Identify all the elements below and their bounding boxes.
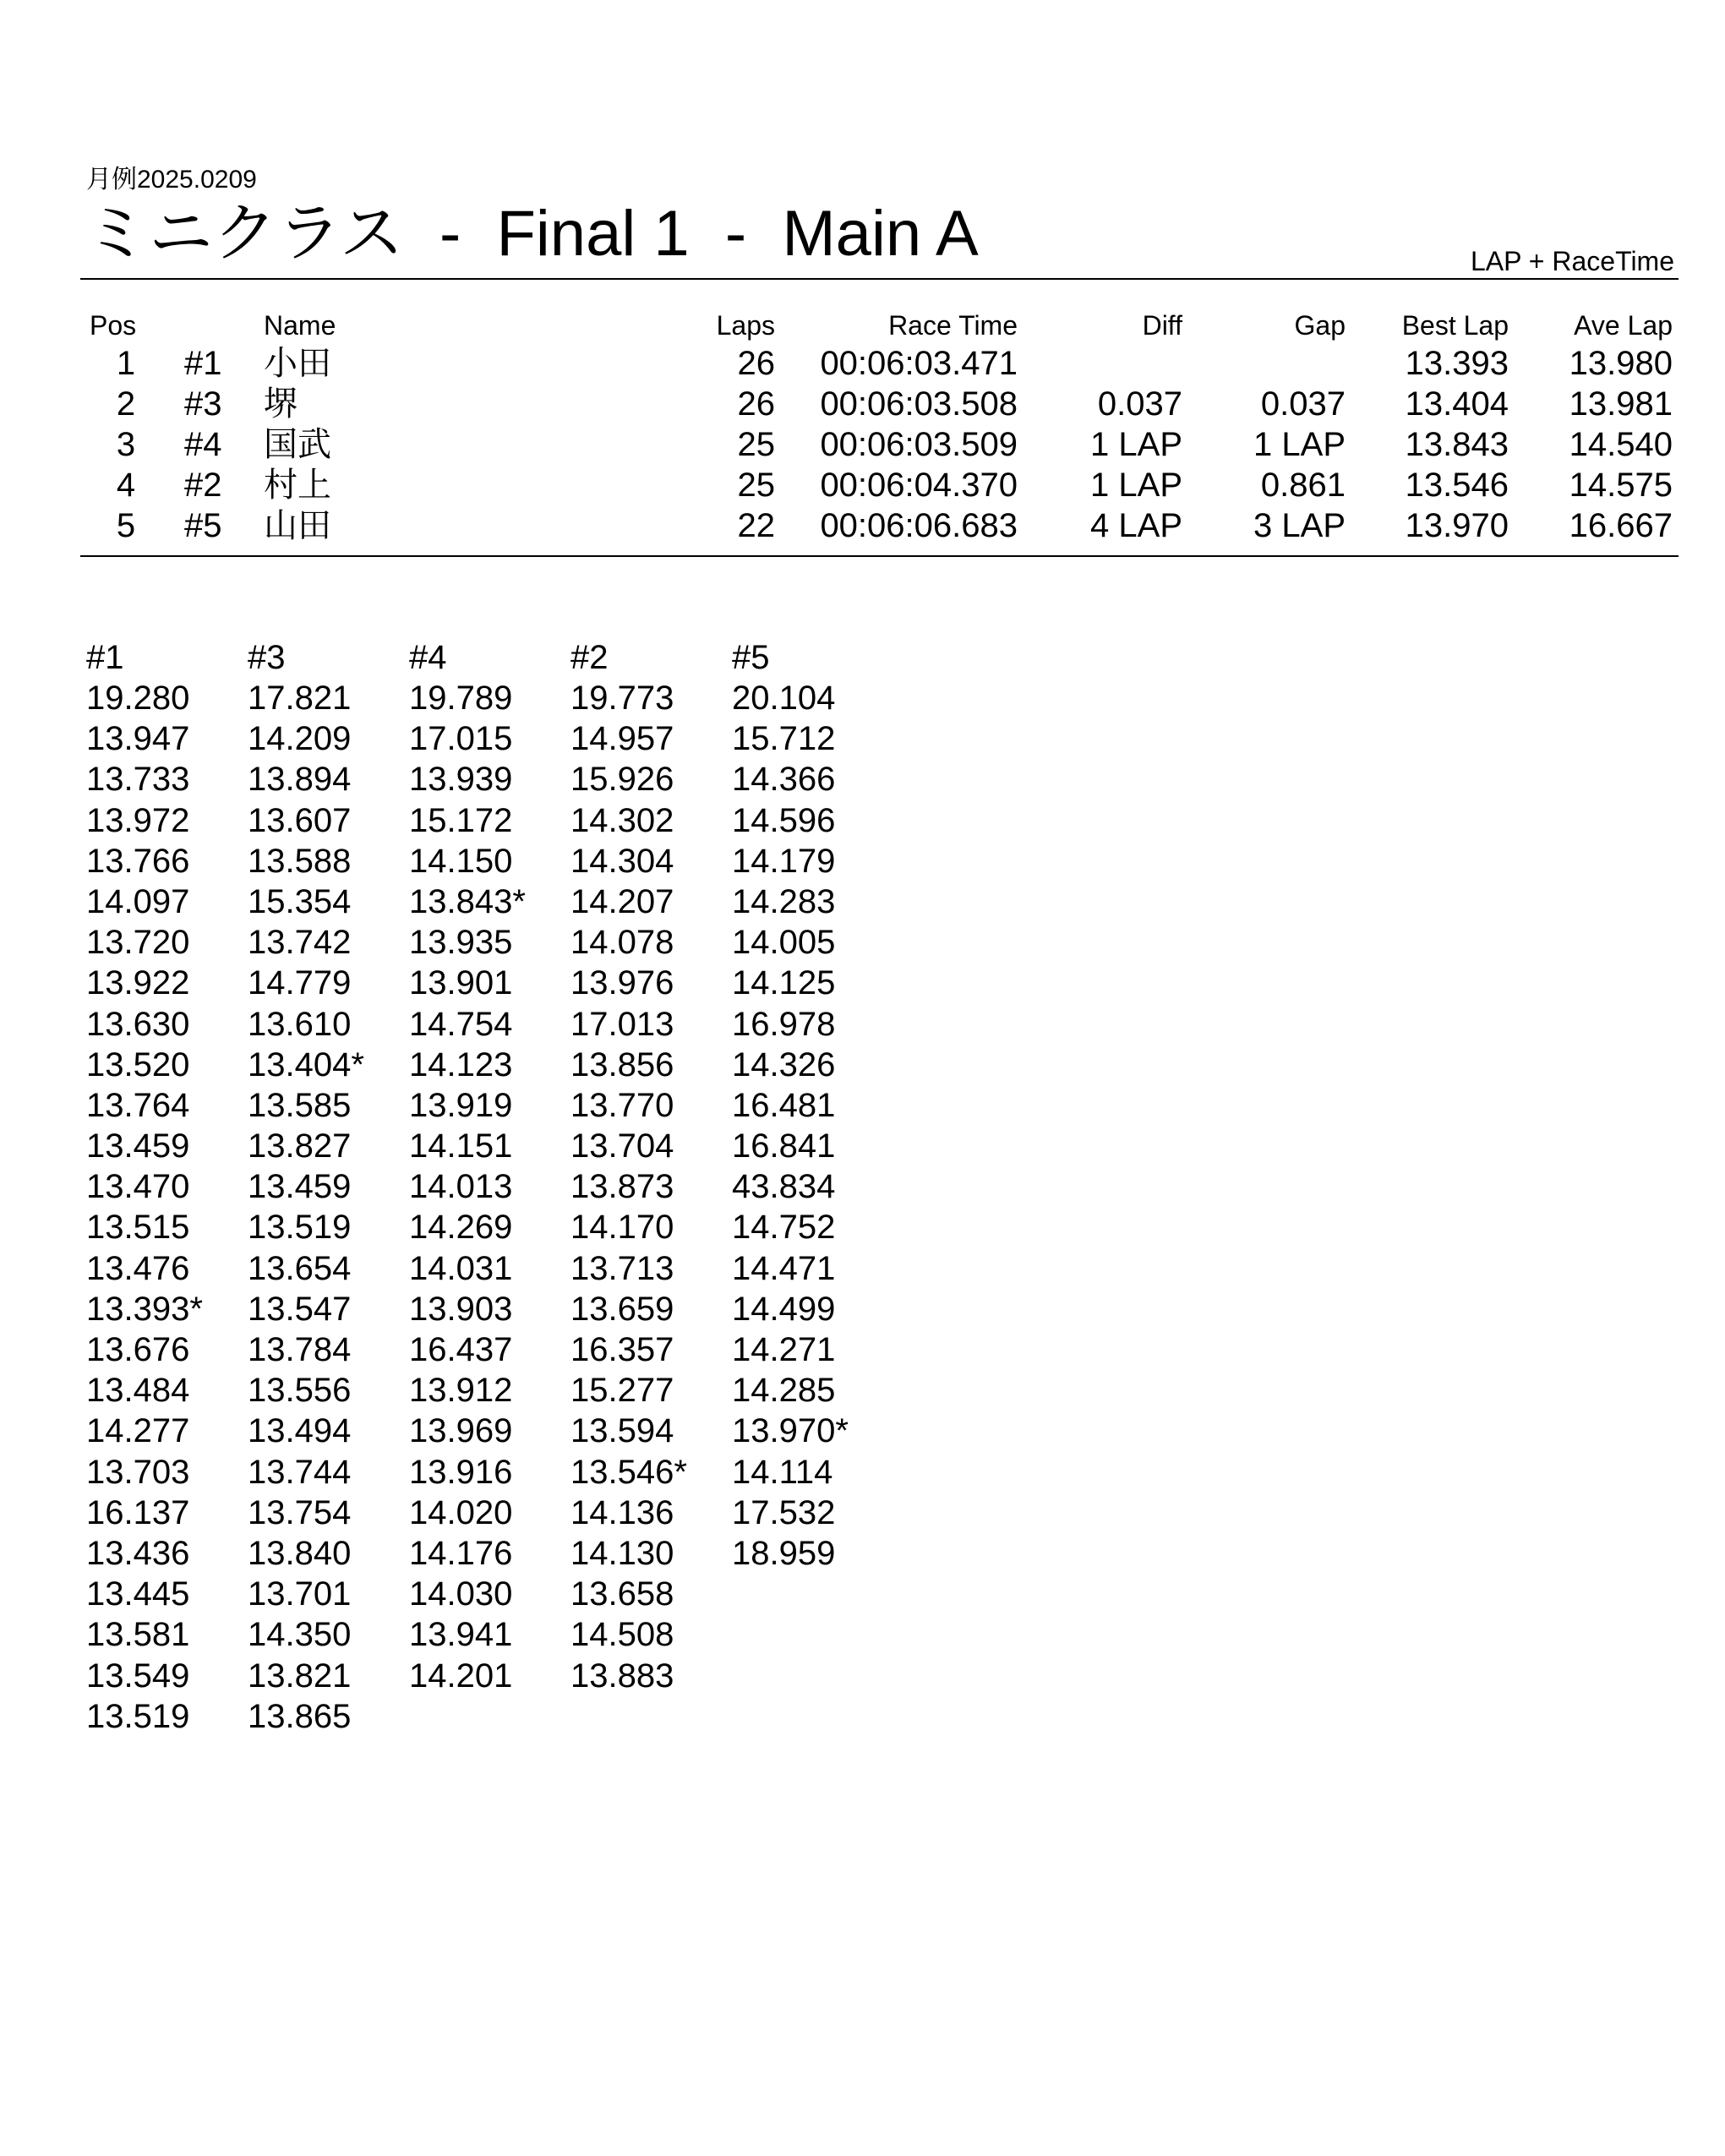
result-diff: 1 LAP <box>1090 467 1182 504</box>
result-gap: 3 LAP <box>1253 507 1346 544</box>
lap-time: 14.779 <box>248 964 352 1002</box>
lap-column-header: #1 <box>86 639 124 676</box>
lap-time: 17.821 <box>248 680 352 717</box>
column-header-race-time: Race Time <box>888 310 1018 341</box>
lap-time: 13.970* <box>732 1412 849 1450</box>
lap-time: 17.013 <box>570 1005 674 1043</box>
result-pos: 1 <box>116 345 136 382</box>
lap-time: 13.821 <box>248 1657 352 1695</box>
lap-time: 14.176 <box>409 1534 513 1572</box>
lap-time: 14.201 <box>409 1657 513 1695</box>
lap-time: 13.404* <box>248 1045 364 1083</box>
lap-time: 13.519 <box>248 1209 352 1247</box>
lap-time: 14.957 <box>570 720 674 758</box>
lap-time: 15.712 <box>732 720 836 758</box>
result-race-time: 00:06:03.508 <box>820 385 1018 423</box>
result-best-lap: 13.404 <box>1405 385 1509 423</box>
lap-time: 15.172 <box>409 801 513 839</box>
lap-time: 13.658 <box>570 1575 674 1613</box>
lap-time: 16.481 <box>732 1086 836 1124</box>
lap-time: 13.546* <box>570 1453 687 1491</box>
lap-time: 13.393* <box>86 1290 203 1328</box>
result-driver-name: 堺 <box>264 385 298 423</box>
lap-time: 13.903 <box>409 1290 513 1328</box>
lap-time: 43.834 <box>732 1168 836 1206</box>
lap-time: 13.969 <box>409 1412 513 1450</box>
result-driver-name: 国武 <box>264 426 331 463</box>
lap-time: 13.659 <box>570 1290 674 1328</box>
lap-time: 14.125 <box>732 964 836 1002</box>
lap-time: 13.873 <box>570 1168 674 1206</box>
result-best-lap: 13.970 <box>1405 507 1509 544</box>
result-laps: 25 <box>737 467 775 504</box>
lap-time: 16.841 <box>732 1127 836 1165</box>
result-driver-name: 小田 <box>264 345 331 382</box>
lap-time: 14.508 <box>570 1616 674 1654</box>
result-gap: 1 LAP <box>1253 426 1346 463</box>
lap-time: 13.459 <box>248 1168 352 1206</box>
result-race-time: 00:06:03.471 <box>820 345 1018 382</box>
lap-time: 13.436 <box>86 1534 190 1572</box>
lap-time: 13.594 <box>570 1412 674 1450</box>
result-best-lap: 13.843 <box>1405 426 1509 463</box>
result-gap: 0.861 <box>1260 467 1346 504</box>
result-ave-lap: 16.667 <box>1569 507 1673 544</box>
lap-time: 13.630 <box>86 1005 190 1043</box>
results-divider <box>80 555 1679 557</box>
lap-time: 18.959 <box>732 1534 836 1572</box>
lap-time: 14.170 <box>570 1209 674 1247</box>
lap-time: 14.130 <box>570 1534 674 1572</box>
column-header-gap: Gap <box>1294 310 1346 341</box>
lap-time: 13.704 <box>570 1127 674 1165</box>
lap-time: 14.078 <box>570 924 674 962</box>
lap-time: 13.459 <box>86 1127 190 1165</box>
header-divider <box>80 278 1679 280</box>
lap-time: 13.764 <box>86 1086 190 1124</box>
lap-time: 13.494 <box>248 1412 352 1450</box>
lap-time: 14.326 <box>732 1045 836 1083</box>
lap-column <box>86 637 255 1737</box>
lap-time: 14.005 <box>732 924 836 962</box>
lap-time: 13.607 <box>248 801 352 839</box>
results-header-row <box>0 308 1725 343</box>
lap-time: 13.713 <box>570 1249 674 1287</box>
lap-time: 13.476 <box>86 1249 190 1287</box>
lap-column <box>248 637 417 1737</box>
result-diff: 0.037 <box>1097 385 1182 423</box>
result-ave-lap: 13.981 <box>1569 385 1673 423</box>
lap-time: 13.766 <box>86 842 190 880</box>
result-ave-lap: 13.980 <box>1569 345 1673 382</box>
lap-time: 13.515 <box>86 1209 190 1247</box>
result-car-number: #4 <box>184 426 222 463</box>
lap-time: 13.922 <box>86 964 190 1002</box>
lap-time: 13.744 <box>248 1453 352 1491</box>
lap-time: 13.883 <box>570 1657 674 1695</box>
lap-time: 14.020 <box>409 1493 513 1531</box>
report-format-label: LAP + RaceTime <box>1471 246 1674 276</box>
lap-time: 13.581 <box>86 1616 190 1654</box>
result-diff: 4 LAP <box>1090 507 1182 544</box>
lap-time: 13.856 <box>570 1045 674 1083</box>
lap-column <box>570 637 740 1696</box>
lap-time: 13.827 <box>248 1127 352 1165</box>
lap-time: 13.520 <box>86 1045 190 1083</box>
lap-time: 13.484 <box>86 1372 190 1410</box>
lap-time: 13.840 <box>248 1534 352 1572</box>
result-laps: 26 <box>737 345 775 382</box>
results-row <box>0 505 1725 546</box>
lap-time: 14.030 <box>409 1575 513 1613</box>
result-ave-lap: 14.540 <box>1569 426 1673 463</box>
lap-time: 14.097 <box>86 882 190 920</box>
lap-time: 16.137 <box>86 1493 190 1531</box>
lap-time: 14.013 <box>409 1168 513 1206</box>
lap-time: 14.123 <box>409 1045 513 1083</box>
lap-column-header: #5 <box>732 639 770 676</box>
lap-time: 13.947 <box>86 720 190 758</box>
lap-time: 14.207 <box>570 882 674 920</box>
lap-time: 14.350 <box>248 1616 352 1654</box>
lap-time: 13.701 <box>248 1575 352 1613</box>
lap-time: 13.865 <box>248 1697 352 1735</box>
result-best-lap: 13.546 <box>1405 467 1509 504</box>
lap-time: 15.277 <box>570 1372 674 1410</box>
lap-time: 13.894 <box>248 761 352 799</box>
lap-time: 14.136 <box>570 1493 674 1531</box>
lap-time: 13.470 <box>86 1168 190 1206</box>
lap-time: 16.437 <box>409 1331 513 1368</box>
lap-time: 16.978 <box>732 1005 836 1043</box>
lap-time: 14.302 <box>570 801 674 839</box>
result-laps: 26 <box>737 385 775 423</box>
lap-column-header: #3 <box>248 639 286 676</box>
lap-time: 13.784 <box>248 1331 352 1368</box>
lap-time: 14.752 <box>732 1209 836 1247</box>
lap-time: 13.585 <box>248 1086 352 1124</box>
lap-time: 17.015 <box>409 720 513 758</box>
result-race-time: 00:06:04.370 <box>820 467 1018 504</box>
lap-time: 14.596 <box>732 801 836 839</box>
lap-time: 13.610 <box>248 1005 352 1043</box>
lap-time: 13.843* <box>409 882 526 920</box>
lap-time: 16.357 <box>570 1331 674 1368</box>
column-header-best-lap: Best Lap <box>1401 310 1509 341</box>
lap-time: 14.114 <box>732 1453 833 1491</box>
lap-time: 13.519 <box>86 1697 190 1735</box>
lap-time: 13.916 <box>409 1453 513 1491</box>
lap-time: 14.151 <box>409 1127 513 1165</box>
lap-time: 13.901 <box>409 964 513 1002</box>
lap-time: 13.939 <box>409 761 513 799</box>
lap-time: 13.588 <box>248 842 352 880</box>
results-row <box>0 343 1725 384</box>
lap-time: 13.549 <box>86 1657 190 1695</box>
lap-time: 13.935 <box>409 924 513 962</box>
result-diff: 1 LAP <box>1090 426 1182 463</box>
lap-time: 14.277 <box>86 1412 190 1450</box>
lap-column <box>409 637 578 1696</box>
lap-time: 17.532 <box>732 1493 836 1531</box>
lap-time: 14.283 <box>732 882 836 920</box>
race-title: ミニクラス - Final 1 - Main A <box>85 198 979 270</box>
lap-time: 13.742 <box>248 924 352 962</box>
lap-time: 19.773 <box>570 680 674 717</box>
lap-time: 13.556 <box>248 1372 352 1410</box>
result-pos: 5 <box>116 507 136 544</box>
column-header-name: Name <box>264 310 336 341</box>
lap-time: 14.471 <box>732 1249 836 1287</box>
lap-time: 13.733 <box>86 761 190 799</box>
result-car-number: #3 <box>184 385 222 423</box>
lap-time: 15.926 <box>570 761 674 799</box>
result-pos: 4 <box>116 467 136 504</box>
event-subtitle: 月例2025.0209 <box>86 166 257 194</box>
lap-time: 15.354 <box>248 882 352 920</box>
lap-time: 14.285 <box>732 1372 836 1410</box>
result-ave-lap: 14.575 <box>1569 467 1673 504</box>
result-race-time: 00:06:06.683 <box>820 507 1018 544</box>
lap-time: 14.304 <box>570 842 674 880</box>
column-header-pos: Pos <box>90 310 137 341</box>
result-car-number: #2 <box>184 467 222 504</box>
lap-time: 14.366 <box>732 761 836 799</box>
lap-time: 13.654 <box>248 1249 352 1287</box>
column-header-ave-lap: Ave Lap <box>1574 310 1673 341</box>
lap-time: 13.770 <box>570 1086 674 1124</box>
lap-time: 14.499 <box>732 1290 836 1328</box>
result-pos: 2 <box>116 385 136 423</box>
results-row <box>0 384 1725 424</box>
result-car-number: #5 <box>184 507 222 544</box>
lap-time: 14.754 <box>409 1005 513 1043</box>
lap-time: 14.031 <box>409 1249 513 1287</box>
lap-time: 19.789 <box>409 680 513 717</box>
lap-time: 13.445 <box>86 1575 190 1613</box>
lap-column-header: #4 <box>409 639 447 676</box>
results-row <box>0 424 1725 465</box>
lap-time: 13.919 <box>409 1086 513 1124</box>
lap-time: 13.976 <box>570 964 674 1002</box>
lap-time: 20.104 <box>732 680 836 717</box>
results-table <box>0 308 1725 546</box>
result-car-number: #1 <box>184 345 222 382</box>
result-pos: 3 <box>116 426 136 463</box>
lap-time: 14.150 <box>409 842 513 880</box>
result-best-lap: 13.393 <box>1405 345 1509 382</box>
lap-time: 14.271 <box>732 1331 836 1368</box>
results-row <box>0 465 1725 505</box>
lap-time: 13.547 <box>248 1290 352 1328</box>
result-driver-name: 村上 <box>264 467 331 504</box>
result-driver-name: 山田 <box>264 507 331 544</box>
lap-time: 13.941 <box>409 1616 513 1654</box>
lap-column-header: #2 <box>570 639 609 676</box>
column-header-diff: Diff <box>1142 310 1182 341</box>
result-laps: 22 <box>737 507 775 544</box>
result-gap: 0.037 <box>1260 385 1346 423</box>
lap-time: 19.280 <box>86 680 190 717</box>
lap-time: 13.912 <box>409 1372 513 1410</box>
lap-time: 13.703 <box>86 1453 190 1491</box>
lap-time: 14.179 <box>732 842 836 880</box>
column-header-laps: Laps <box>716 310 775 341</box>
lap-time: 14.209 <box>248 720 352 758</box>
lap-time: 13.720 <box>86 924 190 962</box>
lap-time: 13.676 <box>86 1331 190 1368</box>
result-laps: 25 <box>737 426 775 463</box>
lap-time: 14.269 <box>409 1209 513 1247</box>
lap-column <box>732 637 901 1574</box>
lap-time: 13.754 <box>248 1493 352 1531</box>
lap-time: 13.972 <box>86 801 190 839</box>
result-race-time: 00:06:03.509 <box>820 426 1018 463</box>
